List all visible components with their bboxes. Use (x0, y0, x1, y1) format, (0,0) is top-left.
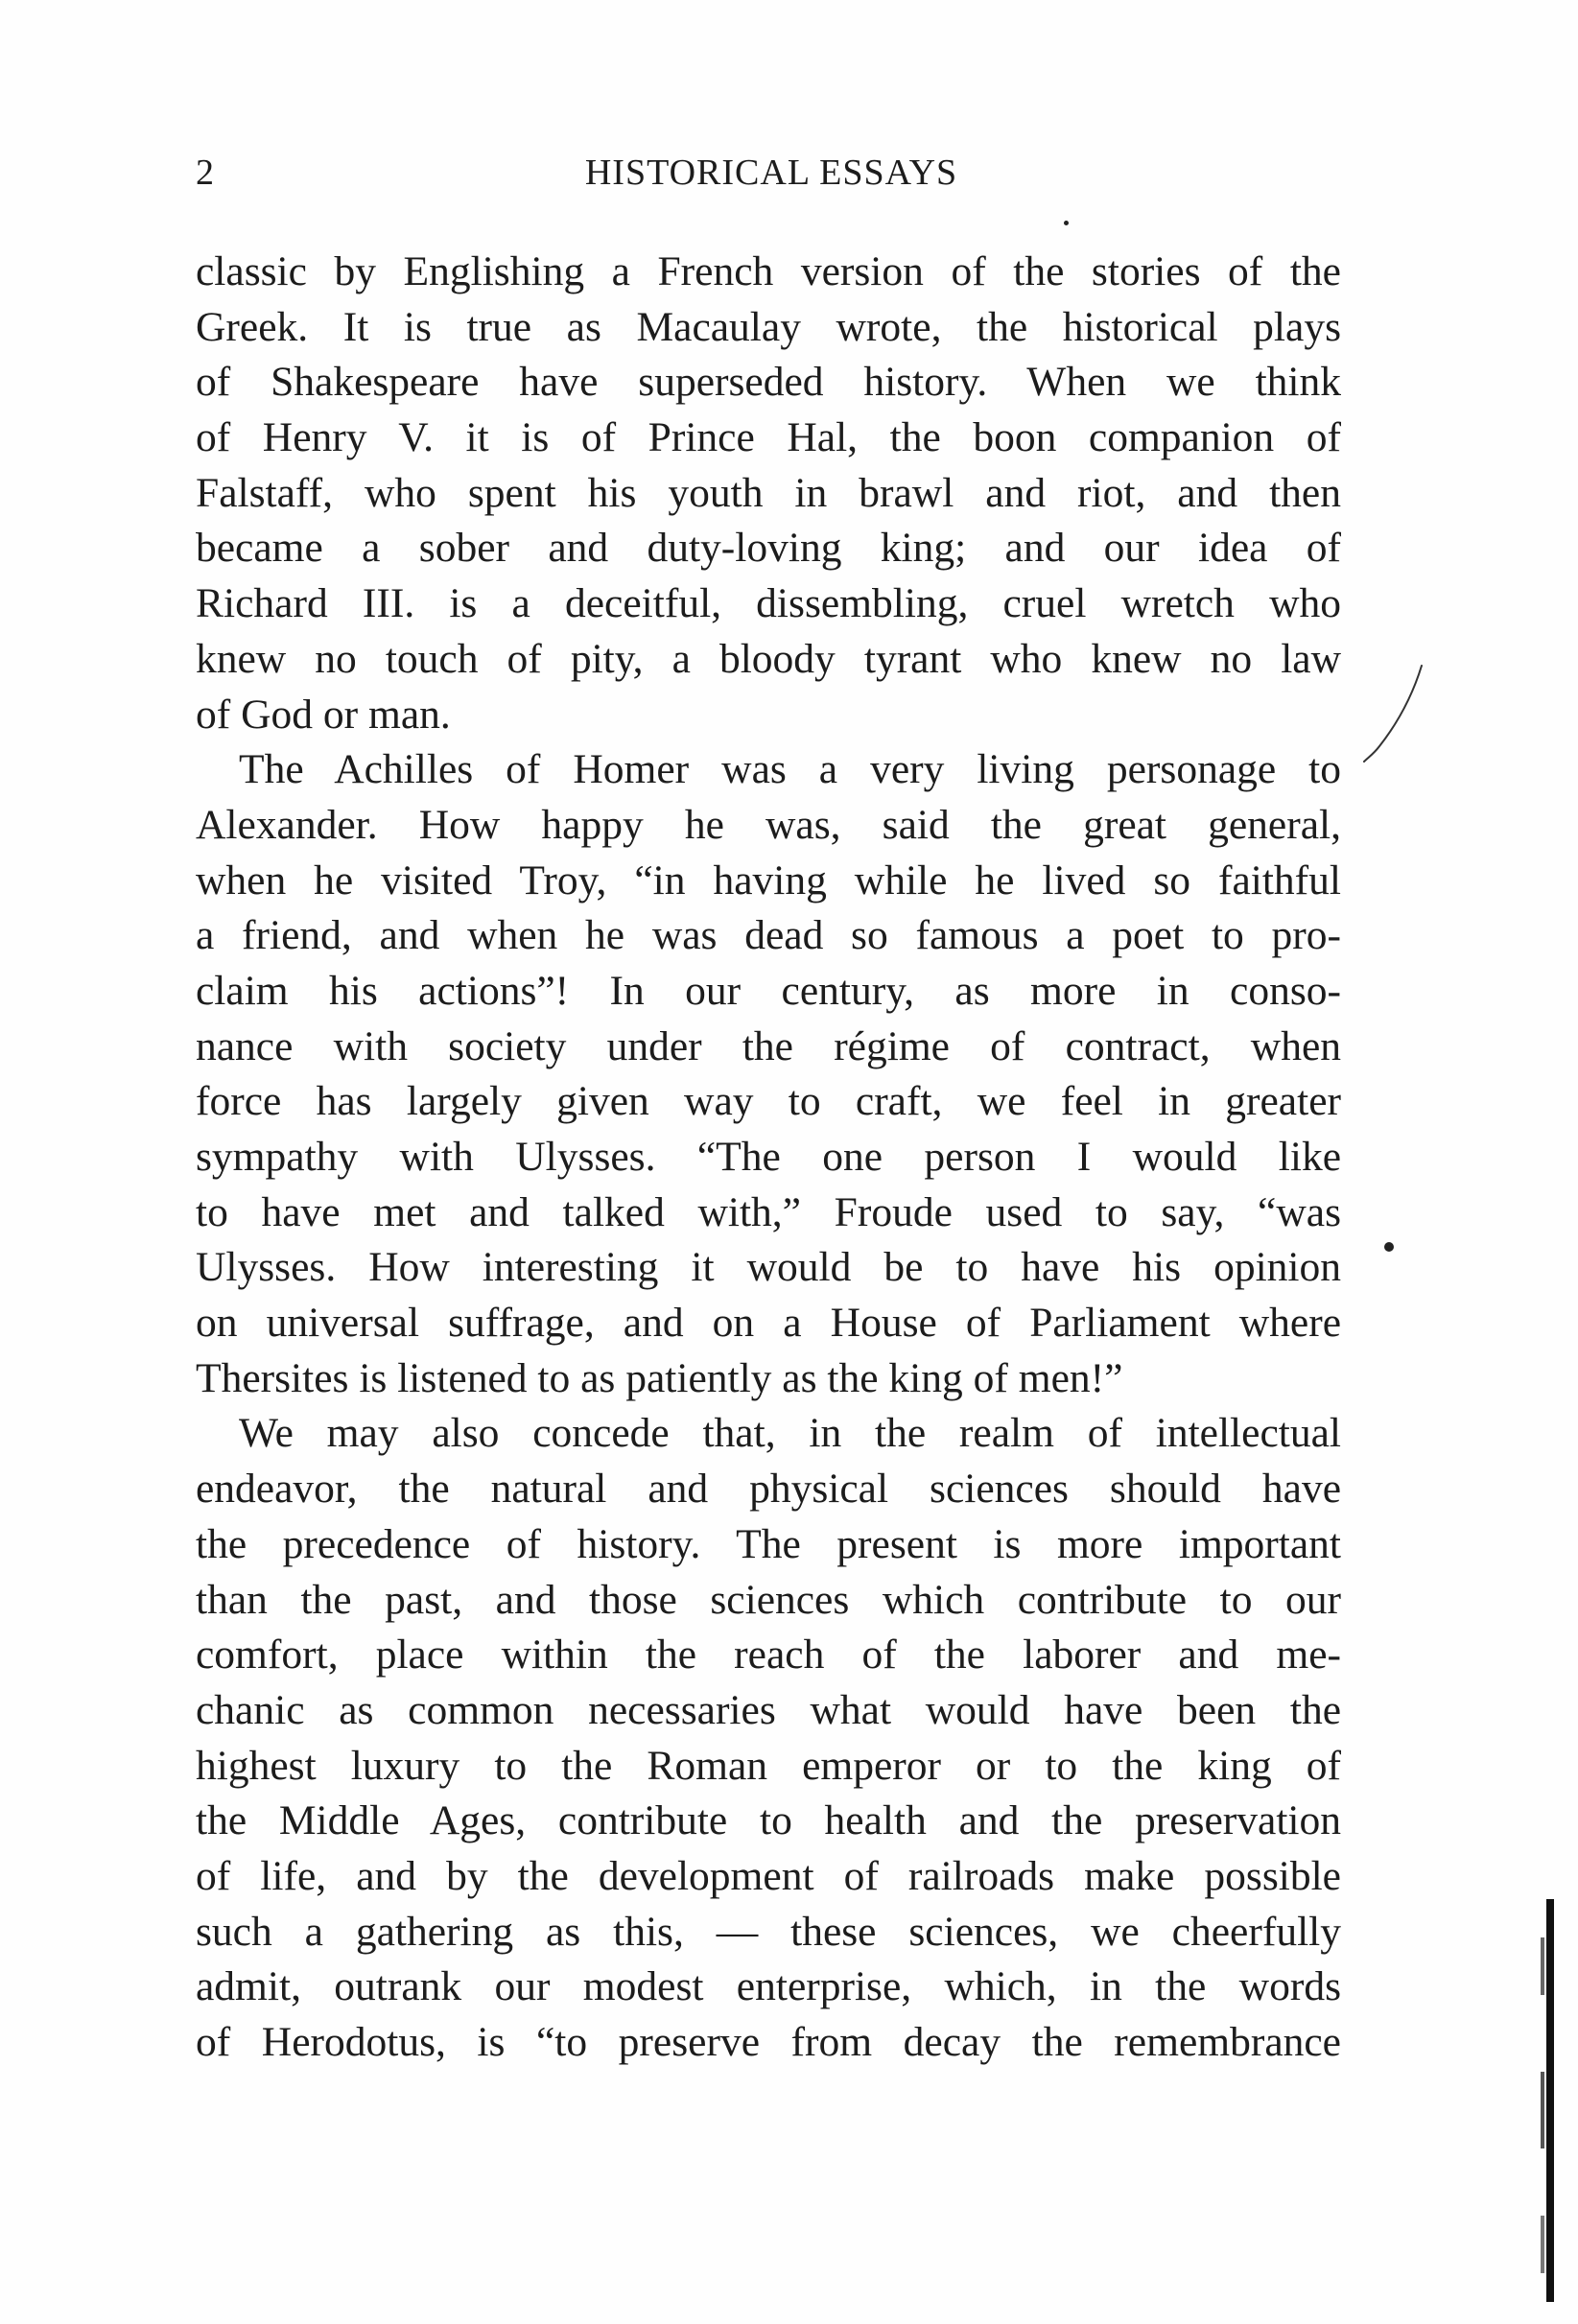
text-line: Falstaff, who spent his youth in brawl and riot, and then (196, 469, 1341, 516)
text-line: highest luxury to the Roman emperor or to the king of (196, 1742, 1341, 1789)
text-line: a friend, and when he was dead so famous a poet to pro- (196, 912, 1341, 959)
paragraph-first-line: We may also concede that, in the realm of intellectual (239, 1410, 1341, 1457)
text-line: to have met and talked with,” Froude used to say, “was (196, 1188, 1341, 1235)
text-line: the precedence of history. The present is more important (196, 1520, 1341, 1567)
text-line: such a gathering as this, — these sciences, we cheerfully (196, 1908, 1341, 1955)
text-line: force has largely given way to craft, we feel in greater (196, 1078, 1341, 1125)
text-line: chanic as common necessaries what would have been the (196, 1686, 1341, 1733)
text-line: admit, outrank our modest enterprise, which, in the words (196, 1963, 1341, 2010)
pencil-mark (1362, 662, 1429, 767)
text-line: of Henry V. it is of Prince Hal, the boon companion of (196, 414, 1341, 461)
text-line: comfort, place within the reach of the laborer and me- (196, 1631, 1341, 1678)
ink-dot (1384, 1242, 1394, 1252)
text-line: of Shakespeare have superseded history. When we think (196, 359, 1341, 406)
text-line: Ulysses. How interesting it would be to have his opinion (196, 1244, 1341, 1291)
text-line: Alexander. How happy he was, said the great general, (196, 801, 1341, 848)
text-line: than the past, and those sciences which contribute to our (196, 1576, 1341, 1623)
text-line: of life, and by the development of railroads make possible (196, 1852, 1341, 1899)
text-line: claim his actions”! In our century, as more in conso- (196, 967, 1341, 1014)
text-line: became a sober and duty-loving king; and our idea of (196, 525, 1341, 572)
page-number: 2 (196, 153, 215, 193)
body-text (196, 245, 1341, 2071)
text-line: Richard III. is a deceitful, dissembling, cruel wretch who (196, 580, 1341, 627)
text-line: of Herodotus, is “to preserve from decay the remembrance (196, 2019, 1341, 2065)
text-line: Thersites is listened to as patiently as the king of men!” (196, 1354, 1123, 1401)
text-line: knew no touch of pity, a bloody tyrant who knew no law (196, 635, 1341, 682)
text-line: sympathy with Ulysses. “The one person I would like (196, 1134, 1341, 1180)
text-line: Greek. It is true as Macaulay wrote, the historical plays (196, 303, 1341, 350)
text-line: the Middle Ages, contribute to health and the preservation (196, 1797, 1341, 1844)
text-line: when he visited Troy, “in having while he lived so faithful (196, 857, 1341, 904)
running-head-title: HISTORICAL ESSAYS (584, 153, 958, 193)
paragraph-first-line: The Achilles of Homer was a very living personage to (239, 746, 1341, 793)
running-head (196, 152, 1347, 209)
text-line: on universal suffrage, and on a House of Parliament where (196, 1300, 1341, 1347)
text-line: classic by Englishing a French version of the stories of the (196, 248, 1341, 294)
page-edge-shadow (1535, 1899, 1560, 2302)
text-line: of God or man. (196, 691, 451, 738)
text-line: endeavor, the natural and physical sciences should have (196, 1466, 1341, 1513)
ink-speck (1064, 221, 1069, 225)
text-line: nance with society under the régime of contract, when (196, 1022, 1341, 1069)
